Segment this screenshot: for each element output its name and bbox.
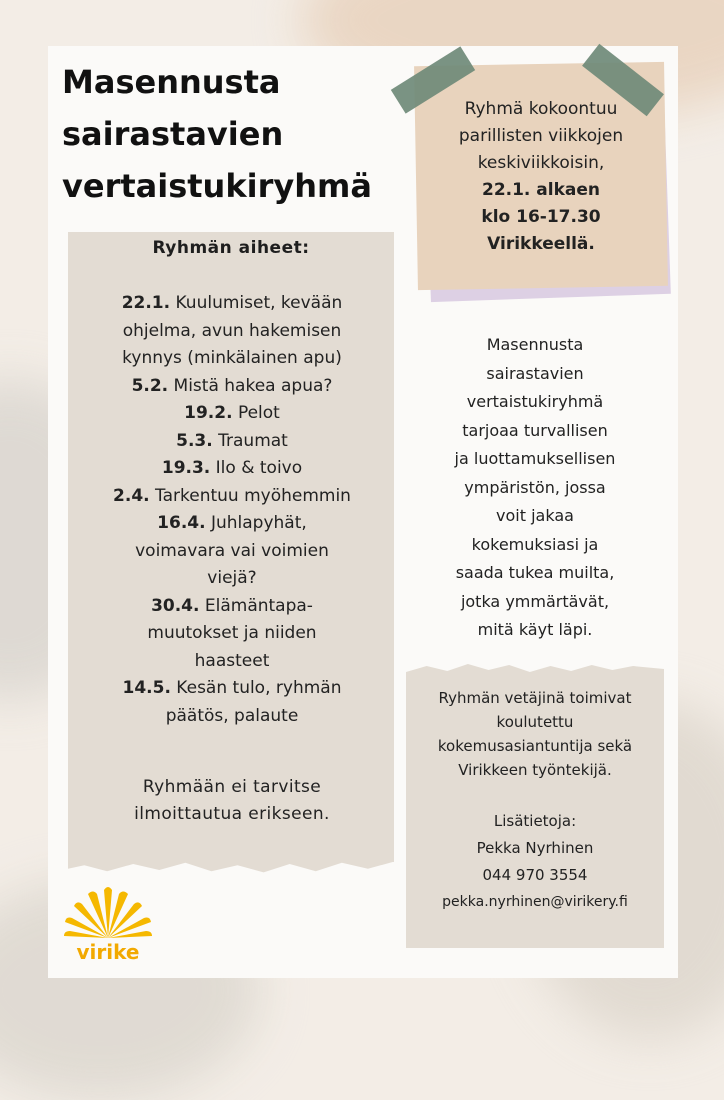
topic-line	[70, 510, 394, 538]
topic-text: Kuulumiset, kevään	[170, 293, 343, 313]
description-line: ympäristön, jossa	[464, 477, 606, 497]
topic-line	[70, 593, 394, 621]
topic-line	[70, 565, 394, 593]
meeting-info	[418, 96, 664, 258]
topic-line	[70, 675, 394, 703]
title-line: Masennusta	[62, 63, 281, 101]
topic-date: 22.1.	[121, 293, 171, 313]
topic-line	[70, 538, 394, 566]
group-leaders	[406, 686, 664, 782]
topic-line	[70, 428, 394, 456]
topic-text: Ilo & toivo	[210, 458, 303, 478]
topic-line	[70, 703, 394, 731]
topic-date: 5.2.	[131, 375, 169, 396]
topic-line	[70, 648, 394, 676]
topic-date: 19.3.	[161, 458, 211, 478]
topic-text: Traumat	[212, 430, 288, 451]
topic-date: 16.4.	[157, 513, 206, 533]
topic-text: Tarkentuu myöhemmin	[149, 485, 351, 506]
description-line: ja luottamuksellisen	[454, 449, 616, 468]
topic-text: ohjelma, avun hakemisen	[122, 320, 342, 341]
meeting-line: keskiviikkoisin,	[477, 153, 605, 173]
topic-text: muutokset ja niiden	[147, 623, 317, 643]
registration-line: ilmoittautua erikseen.	[134, 804, 330, 824]
topic-date: 5.3.	[176, 430, 213, 451]
topic-text: Kesän tulo, ryhmän	[170, 678, 342, 698]
topic-text: viejä?	[207, 568, 257, 588]
description-line: mitä käyt läpi.	[477, 620, 593, 639]
topic-line	[70, 455, 394, 483]
topic-line	[70, 620, 394, 648]
description-line: kokemuksiasi ja	[471, 534, 599, 554]
virike-logo-word: virike	[76, 940, 140, 964]
meeting-line: Ryhmä kokoontuu	[464, 99, 618, 119]
description-line: tarjoaa turvallisen	[462, 420, 608, 440]
topic-text: Elämäntapa-	[199, 595, 313, 616]
topic-line	[70, 400, 394, 428]
topic-line	[70, 290, 394, 318]
leaders-line: Virikkeen työntekijä.	[458, 761, 612, 779]
meeting-place: Virikkeellä.	[487, 234, 595, 254]
topic-line	[70, 373, 394, 401]
leaders-line: koulutettu	[496, 713, 574, 731]
topic-date: 14.5.	[122, 678, 171, 698]
topics-heading: Ryhmän aiheet:	[152, 238, 310, 258]
topic-text: haasteet	[194, 650, 270, 671]
topic-line	[70, 345, 394, 373]
contact-label: Lisätietoja:	[493, 812, 577, 830]
topic-text: Pelot	[232, 403, 280, 423]
title-line: sairastavien	[62, 115, 284, 153]
poster-title	[62, 56, 402, 212]
description-line: saada tukea muilta,	[455, 563, 615, 582]
description-line: sairastavien	[486, 363, 584, 383]
contact-info	[406, 808, 664, 916]
registration-line: Ryhmään ei tarvitse	[142, 777, 322, 797]
topic-text: Mistä hakea apua?	[168, 375, 333, 396]
topic-text: päätös, palaute	[165, 705, 299, 726]
topic-date: 30.4.	[151, 595, 200, 616]
description-line: Masennusta	[486, 335, 584, 354]
topic-date: 19.2.	[184, 403, 233, 423]
contact-phone[interactable]: 044 970 3554	[482, 866, 588, 884]
topic-text: Juhlapyhät,	[205, 513, 307, 533]
meeting-start-date: 22.1. alkaen	[481, 180, 601, 200]
meeting-time: klo 16-17.30	[481, 207, 601, 227]
topic-text: kynnys (minkälainen apu)	[122, 348, 342, 368]
topic-text: voimavara vai voimien	[135, 540, 329, 561]
description-line: vertaistukiryhmä	[466, 392, 604, 411]
leaders-line: kokemusasiantuntija sekä	[437, 737, 633, 755]
group-description	[412, 331, 658, 645]
contact-email[interactable]: pekka.nyrhinen@virikery.fi	[442, 894, 628, 910]
registration-note	[70, 774, 394, 828]
topics-list	[70, 290, 394, 730]
description-line: voit jakaa	[496, 506, 574, 525]
topic-date: 2.4.	[113, 485, 150, 506]
meeting-line: parillisten viikkojen	[458, 126, 624, 146]
contact-name: Pekka Nyrhinen	[476, 839, 594, 857]
leaders-line: Ryhmän vetäjinä toimivat	[438, 689, 632, 707]
topic-line	[70, 483, 394, 511]
title-line: vertaistukiryhmä	[62, 167, 372, 205]
description-line: jotka ymmärtävät,	[460, 591, 610, 611]
topic-line	[70, 318, 394, 346]
